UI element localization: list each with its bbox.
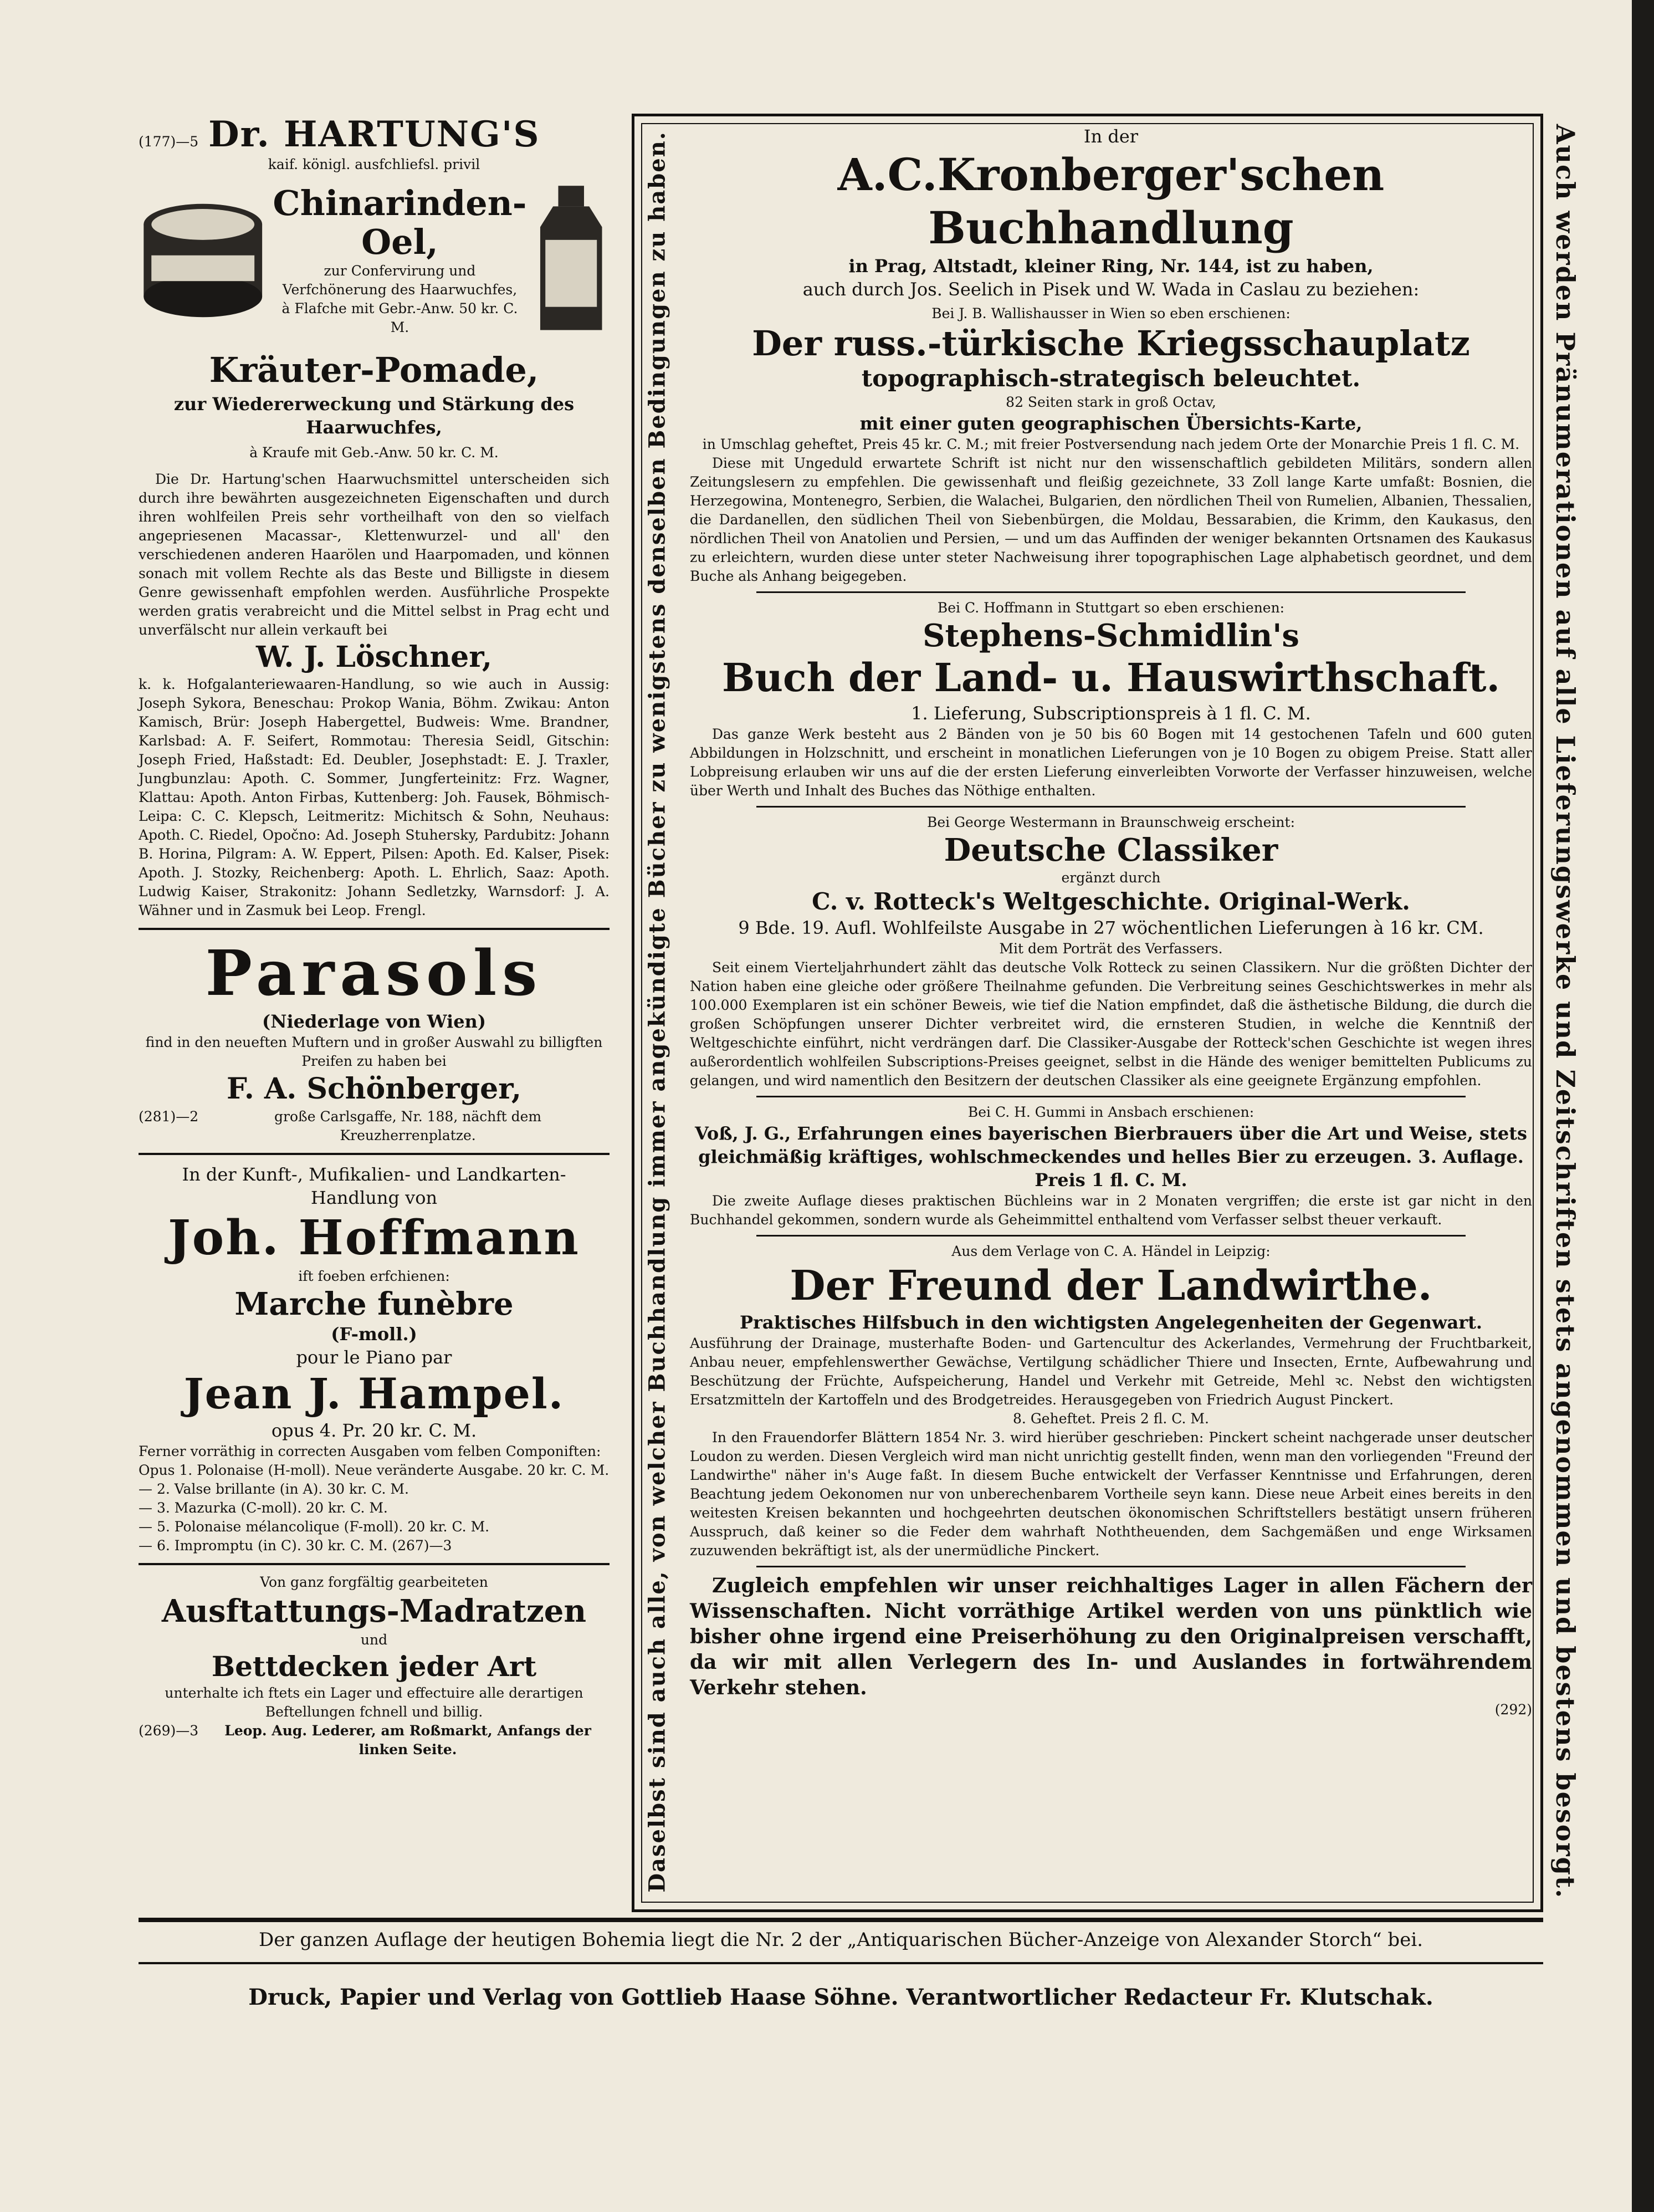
side-text-left xyxy=(637,130,677,1893)
side-text-right xyxy=(1540,124,1590,1899)
lederer-seller: Leop. Aug. Lederer, am Roßmarkt, Anfangs der linken Seite. xyxy=(224,1723,591,1758)
closing-text: Zugleich empfehlen wir unser reichhaltiges Lager in allen Fächern der Wissenschaften. Nicht vorräthige Artikel werden von uns pünktlich wie bisher ohne irgend eine Preiserhöhung zu den Originalpreisen verschafft, da wir mit allen Verlegern des In- und Auslandes in fortwährendem Verkehr stehen. xyxy=(690,1574,1532,1699)
parasols-title: Parasols xyxy=(205,937,543,1010)
pub5-body: In den Frauendorfer Blättern 1854 Nr. 3. wird hierüber geschrieben: Pinckert scheint nachgerade unser deutscher Loudon zu werden. Diesen Vergleich wird man nicht unrichtig gestellt finden, wenn man den vorliegenden "Freund der Landwirthe" näher in's Auge faßt. In diesem Buche entwickelt der Verfasser Kenntnisse und Erfahrungen, deren Beachtung jedem Oekonomen nur von unberechenbarem Vortheile seyn kann. Diese neue Arbeit eines bereits in den weitesten Kreisen bekannten und hochgeehrten deutschen ökonomischen Schriftstellers bestätigt unsern früheren Ausspruch, daß keiner so die Feder dem wahrhaft Noththeuenden, dem Sachgemäßen und enge Wirksamen zuzuwenden bekräftigt ist, als der unermüdliche Pinckert. xyxy=(690,1429,1532,1559)
hoffmann-published: ift foeben erfchienen: xyxy=(298,1268,450,1284)
divider xyxy=(139,928,610,930)
parasols-ad xyxy=(139,938,610,1145)
hoffmann-name: Joh. Hoffmann xyxy=(168,1210,580,1266)
hartung-body: Die Dr. Hartung'schen Haarwuchsmittel unterscheiden sich durch ihre bewährten ausgezeichneten Eigenschaften und durch ihren wohlfeilen Preis sehr vortheilhaft von den so vielfach angepriesenen Macassar-, Klettenwurzel- und all' den verschiedenen anderen Haarölen und Haarpomaden, und können sonach mit vollem Rechte als das Beste und Billigste in diesem Genre gewissenhaft empfohlen werden. Ausführliche Prospekte werden gratis verabreicht und die Mittel selbst in Prag echt und unverfälscht nur allein verkauft bei xyxy=(139,471,610,638)
divider xyxy=(756,1235,1466,1237)
divider xyxy=(756,806,1466,808)
ad-intro: In der xyxy=(1083,126,1139,147)
footer-imprint: Druck, Papier und Verlag von Gottlieb Haase Söhne. Verantwortlicher Redacteur Fr. Klutschak. xyxy=(248,1984,1433,2010)
pub2-title: Buch der Land- u. Hauswirthschaft. xyxy=(722,655,1500,701)
parasols-address: große Carlsgaffe, Nr. 188, nächft dem Kreuzherrenplatze. xyxy=(274,1108,542,1143)
oel-title: Oel, xyxy=(361,222,438,262)
marche-key: (F-moll.) xyxy=(331,1324,417,1345)
chinarinden-title: Chinarinden- xyxy=(273,183,527,223)
footer-rule xyxy=(139,1918,1543,1922)
divider xyxy=(139,1153,610,1155)
divider xyxy=(756,1096,1466,1097)
pub4-intro: Bei C. H. Gummi in Ansbach erschienen: xyxy=(967,1104,1254,1120)
lederer-ad xyxy=(139,1573,610,1759)
pomade-jar-icon xyxy=(139,188,267,333)
pub2-intro: Bei C. Hoffmann in Stuttgart so eben erschienen: xyxy=(937,600,1285,616)
pub3-work: C. v. Rotteck's Weltgeschichte. Original-Werk. xyxy=(812,888,1410,915)
pub1-title: Der russ.-türkische Kriegsschauplatz xyxy=(752,323,1470,364)
hoffmann-intro: In der Kunft-, Mufikalien- und Landkarten-Handlung von xyxy=(182,1164,566,1208)
pub4-price: Preis 1 fl. C. M. xyxy=(1035,1169,1187,1191)
oel-purpose: zur Confervirung und Verfchönerung des Haarwuchfes, xyxy=(282,263,518,298)
marche-opus: opus 4. Pr. 20 kr. C. M. xyxy=(271,1420,477,1441)
lederer-title2: Bettdecken jeder Art xyxy=(211,1650,537,1683)
page-edge xyxy=(1632,0,1654,2212)
hartung-dealers: k. k. Hofgalanteriewaaren-Handlung, so wie auch in Aussig: Joseph Sykora, Beneschau: Prokop Wania, Böhm. Zwikau: Anton Kamisch, Brür: Joseph Habergettel, Budweis: Wme. Brandner, Karlsbad: A. F. Seifert, Rommotau: Theresia Seidl, Gitschin: Joseph Fried, Haßstadt: Ed. Deubler, Josephstadt: E. J. Traxler, Jungbunzlau: Apoth. C. Sommer, Jungferteinitz: Frz. Wagner, Klattau: Apoth. Anton Firbas, Kuttenberg: Joh. Fausek, Böhmisch-Leipa: C. C. Klepsch, Leitmeritz: Michitsch & Sohn, Neuhaus: Apoth. C. Riedel, Opočno: Ad. Joseph Stuhersky, Pardubitz: Johann B. Horina, Pilgram: A. W. Eppert, Pilsen: Apoth. Ed. Kalser, Pisek: Apoth. J. Stozky, Reichenberg: Apoth. L. Ehrlich, Saaz: Apoth. Ludwig Kaiser, Strakonitz: Johann Sedletzky, Warnsdorf: J. A. Wähner und in Zasmuk bei Leop. Frengl. xyxy=(139,676,610,918)
divider xyxy=(139,1563,610,1565)
footer-notice: Der ganzen Auflage der heutigen Bohemia liegt die Nr. 2 der „Antiquarischen Bücher-Anzeige von Alexander Storch“ bei. xyxy=(258,1929,1423,1951)
pub3-edition: 9 Bde. 19. Aufl. Wohlfeilste Ausgabe in 27 wöchentlichen Lieferungen à 16 kr. CM. xyxy=(738,917,1484,938)
marche-pour: pour le Piano par xyxy=(296,1347,452,1368)
footer-rule xyxy=(139,1962,1543,1964)
hartung-seller: W. J. Löschner, xyxy=(256,640,492,674)
left-column xyxy=(139,114,610,1759)
ad-ref: (177)—5 xyxy=(139,134,199,150)
hartung-privilege: kaif. königl. ausfchliefsl. privil xyxy=(268,156,480,172)
oil-bottle-icon xyxy=(532,177,610,344)
hoffmann-ad xyxy=(139,1163,610,1555)
oel-price: à Flafche mit Gebr.-Anw. 50 kr. C. M. xyxy=(281,300,518,335)
parasols-ref: (281)—2 xyxy=(139,1108,199,1125)
composer-name: Jean J. Hampel. xyxy=(183,1369,565,1418)
kronberger-ad xyxy=(690,125,1532,1719)
hoffmann-more: Ferner vorräthig in correcten Ausgaben vom felben Componiften: xyxy=(139,1443,601,1459)
hoffmann-work: — 5. Polonaise mélancolique (F-moll). 20 kr. C. M. xyxy=(139,1519,490,1535)
firm-address: in Prag, Altstadt, kleiner Ring, Nr. 144, ist zu haben, xyxy=(848,256,1374,277)
pub1-intro: Bei J. B. Wallishausser in Wien so eben erschienen: xyxy=(931,305,1291,321)
pub2-author: Stephens-Schmidlin's xyxy=(923,617,1299,654)
pub3-intro: Bei George Westermann in Braunschweig erscheint: xyxy=(926,814,1295,830)
pomade-purpose: zur Wiedererweckung und Stärkung des Haarwuchfes, xyxy=(173,394,575,438)
pub5-title: Der Freund der Landwirthe. xyxy=(790,1262,1432,1310)
pub3-body: Seit einem Vierteljahrhundert zählt das deutsche Volk Rotteck zu seinen Classikern. Nur die größten Dichter der Nation haben eine gleiche oder größere Theilnahme gefunden. Die Verbreitung seines Geschichtswerkes in mehr als 100.000 Exemplaren ist ein schöner Beweis, wie tief die Nation empfindet, daß die ästhetische Bildung, die durch die großen Schöpfungen unserer Dichter verbreitet wird, die ernsteren Studien, in welche die Kenntniß der Weltgeschichte einführt, nicht verdrängen darf. Die Classiker-Ausgabe der Rotteck'schen Geschichte ist wegen ihres außerordentlich wohlfeilen Subscriptions-Preises geeignet, selbst in die Hände des weniger bemittelten Publicums zu gelangen, und wird namentlich den Besitzern der deutschen Classiker als eine geeignete Ergänzung empfohlen. xyxy=(690,959,1532,1089)
pub1-map: mit einer guten geographischen Übersichts-Karte, xyxy=(859,413,1363,434)
divider xyxy=(756,591,1466,593)
hoffmann-work: — 6. Impromptu (in C). 30 kr. C. M. (267)—3 xyxy=(139,1537,452,1554)
kraeuter-pomade-title: Kräuter-Pomade, xyxy=(209,350,539,390)
pub3-sub: ergänzt durch xyxy=(1061,870,1161,886)
side-text-left-label: Daselbst sind auch alle, von welcher Buchhandlung immer angekündigte Bücher zu wenigstens denselben Bedingungen zu haben. xyxy=(644,130,670,1893)
side-text-right-label: Auch werden Pränumerationen auf alle Lieferungswerke und Zeitschriften stets angenommen und bestens besorgt. xyxy=(1550,124,1580,1899)
parasols-seller: F. A. Schönberger, xyxy=(227,1072,521,1106)
divider xyxy=(756,1566,1466,1567)
pub2-price: 1. Lieferung, Subscriptionspreis à 1 fl. C. M. xyxy=(911,703,1311,724)
pub1-pages: 82 Seiten stark in groß Octav, xyxy=(1006,394,1216,410)
parasols-text: find in den neueften Muftern und in großer Auswahl zu billigften Preifen zu haben bei xyxy=(145,1034,603,1069)
lederer-title: Ausftattungs-Madratzen xyxy=(161,1593,587,1629)
pub4-body: Die zweite Auflage dieses praktischen Büchleins war in 2 Monaten vergriffen; die erste ist gar nicht in den Buchhandel gekommen, sondern wurde als Geheimmittel enthaltend vom Verfasser selbst theuer verkauft. xyxy=(690,1193,1532,1228)
ad-ref: (292) xyxy=(1494,1702,1532,1718)
pub5-sub: Praktisches Hilfsbuch in den wichtigsten Angelegenheiten der Gegenwart. xyxy=(739,1312,1483,1333)
firm-also: auch durch Jos. Seelich in Pisek und W. Wada in Caslau zu beziehen: xyxy=(802,279,1420,300)
pub5-list: Ausführung der Drainage, musterhafte Boden- und Gartencultur des Ackerlandes, Vermehrung der Fruchtbarkeit, Anbau neuer, empfehlenswerther Gewächse, Vertilgung schädlicher Thiere und Insecten, Ernte, Aufbewahrung und Beschützung der Früchte, Aufspeicherung, Handel und Verkehr mit Getreide, Mehl ꝛc. Nebst den wichtigsten Ersatzmitteln der Kartoffeln und des Brodgetreides. Herausgegeben von Friedrich August Pinckert. xyxy=(690,1335,1532,1408)
hoffmann-work: — 3. Mazurka (C-moll). 20 kr. C. M. xyxy=(139,1500,388,1516)
parasols-sub: (Niederlage von Wien) xyxy=(262,1011,486,1032)
pub1-price: in Umschlag geheftet, Preis 45 kr. C. M.; mit freier Postversendung nach jedem Orte der Monarchie Preis 1 fl. C. M. xyxy=(702,436,1520,452)
pub5-price: 8. Geheftet. Preis 2 fl. C. M. xyxy=(1013,1411,1209,1427)
lederer-intro: Von ganz forgfältig gearbeiteten xyxy=(260,1574,488,1590)
pub2-body: Das ganze Werk besteht aus 2 Bänden von je 50 bis 60 Bogen mit 14 gestochenen Tafeln und 600 guten Abbildungen in Holzschnitt, und erscheint in monatlichen Lieferungen von je 10 Bogen zu obigem Preise. Statt aller Lobpreisung erlauben wir uns auf die der ersten Lieferung einverleibten Vorworte der Verfasser hinzuweisen, welche über Werth und Inhalt des Buches das Nöthige enthalten. xyxy=(690,726,1532,799)
pub3-portrait: Mit dem Porträt des Verfassers. xyxy=(999,941,1223,957)
pub3-title: Deutsche Classiker xyxy=(944,832,1278,869)
pub4-title: Voß, J. G., Erfahrungen eines bayerischen Bierbrauers über die Art und Weise, stets gleichmäßig kräftiges, wohlschmeckendes und helles Bier zu erzeugen. 3. Auflage. xyxy=(695,1123,1527,1167)
firm-name: A.C.Kronberger'schen Buchhandlung xyxy=(837,149,1385,254)
pomade-price: à Kraufe mit Geb.-Anw. 50 kr. C. M. xyxy=(249,445,499,461)
hartung-name: Dr. HARTUNG'S xyxy=(208,114,540,155)
hoffmann-work: — 2. Valse brillante (in A). 30 kr. C. M. xyxy=(139,1481,409,1497)
pub5-intro: Aus dem Verlage von C. A. Händel in Leipzig: xyxy=(951,1243,1271,1259)
marche-title: Marche funèbre xyxy=(234,1286,514,1322)
pub1-sub: topographisch-strategisch beleuchtet. xyxy=(861,365,1361,392)
pub1-body: Diese mit Ungeduld erwartete Schrift ist nicht nur den wissenschaftlich gebildeten Militärs, sondern allen Zeitungslesern zu empfehlen. Die gewissenhaft und fleißig gezeichnete, 33 Zoll lange Karte umfaßt: Bosnien, die Herzegowina, Montenegro, Serbien, die Walachei, Bulgarien, den nördlichen Theil von Rumelien, Albanien, Thessalien, die Dardanellen, den südlichen Theil von Siebenbürgen, die Moldau, Bessarabien, die Krimm, den Kaukasus, den nördlichen Theil von Anatolien und Persien, — und um das Auffinden der weniger bekannten Ortsnamen des Kaukasus zu erleichtern, wurden diese unter steter Nachweisung ihrer topographischen Lage alphabetisch geordnet, und dem Buche als Anhang beigegeben. xyxy=(690,455,1532,584)
hartung-ad xyxy=(139,114,610,920)
lederer-text: unterhalte ich ftets ein Lager und effectuire alle derartigen Beftellungen fchnell und billig. xyxy=(165,1685,583,1720)
lederer-und: und xyxy=(360,1632,388,1648)
lederer-ref: (269)—3 xyxy=(139,1723,199,1739)
hoffmann-work: Opus 1. Polonaise (H-moll). Neue veränderte Ausgabe. 20 kr. C. M. xyxy=(139,1462,610,1478)
